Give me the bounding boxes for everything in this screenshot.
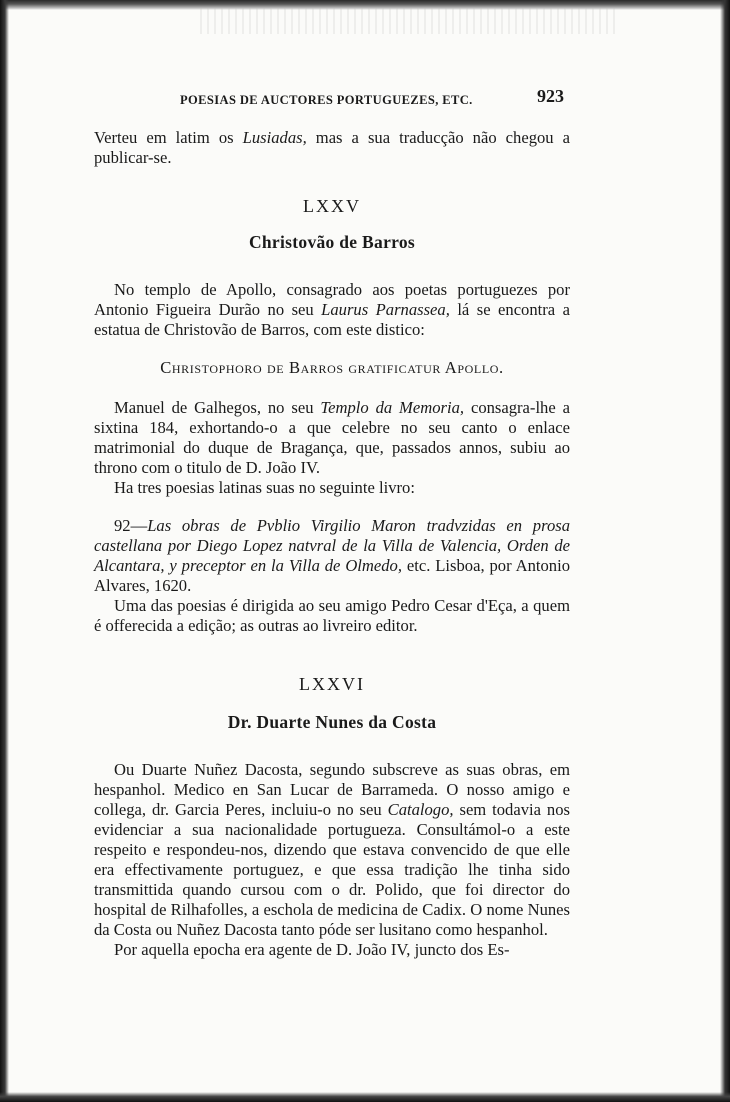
paragraph: Ha tres poesias latinas suas no seguinte livro: — [114, 478, 415, 497]
scan-noise — [200, 8, 620, 34]
paragraph-italic: Laurus Parnassea, — [321, 300, 450, 319]
section-title: Christovão de Barros — [248, 232, 416, 252]
scan-border-top — [0, 0, 730, 10]
distich: Christophoro de Barros gratificatur Apollo. — [160, 358, 504, 377]
scan-border-right — [720, 0, 730, 1102]
bibliography-entry — [94, 516, 570, 596]
running-head — [94, 84, 570, 112]
paragraph — [94, 760, 570, 940]
intro-italic: Lusiadas, — [242, 128, 307, 147]
section-number: LXXVI — [299, 674, 365, 694]
paragraph-text: Manuel de Galhegos, no seu — [114, 398, 321, 417]
paragraph: Uma das poesias é dirigida ao seu amigo Pedro Cesar d'Eça, a quem é offerecida a edição; as outras ao livreiro editor. — [94, 596, 570, 635]
intro-text: Verteu em latim os — [94, 128, 243, 147]
page-number: 923 — [537, 86, 564, 106]
entry-number: 92— — [114, 516, 148, 535]
paragraph-text-rest: consagra-lhe a sixtina 184, exhortando-o a que celebre no seu canto o enlace matrimonial do duque de Bragança, que, passados annos, subiu ao throno com o titulo de D. João IV. — [94, 398, 570, 477]
entry-title: Las obras de Pvblio Virgilio Maron tradvzidas en prosa castellana por Diego Lopez natvral de la Villa de Valencia, Orden de Alcantara, y preceptor en la Villa de Olmedo, — [94, 516, 570, 575]
page-body — [94, 84, 570, 960]
scan-border-left — [0, 0, 9, 1102]
paragraph-text: No templo de Apollo, consagrado aos poetas portuguezes por Antonio Figueira Durão no seu — [94, 280, 570, 319]
paragraph-text: Ou Duarte Nuñez Dacosta, segundo subscreve as suas obras, em hespanhol. Medico en San Lucar de Barrameda. O nosso amigo e collega, dr. Garcia Peres, incluiu-o no seu — [94, 760, 570, 819]
paragraph-italic: Catalogo, — [387, 800, 454, 819]
section-title: Dr. Duarte Nunes da Costa — [227, 712, 437, 732]
section-number: LXXV — [303, 196, 361, 216]
running-head-title: POESIAS DE AUCTORES PORTUGUEZES, ETC. — [180, 93, 473, 107]
paragraph — [94, 280, 570, 340]
paragraph — [94, 398, 570, 478]
paragraph-italic: Templo da Memoria, — [320, 398, 465, 417]
intro-paragraph — [94, 128, 570, 168]
paragraph: Por aquella epocha era agente de D. João IV, juncto dos Es- — [114, 940, 510, 959]
entry-imprint: etc. Lisboa, por Antonio Alvares, 1620. — [94, 556, 570, 595]
intro-text-rest: mas a sua traducção não chegou a publicar-se. — [94, 128, 571, 167]
scan-border-bottom — [0, 1092, 730, 1102]
paragraph-text-rest: sem todavia nos evidenciar a sua nacionalidade portugueza. Consultámol-o a este respeito e respondeu-nos, dizendo que estava convencido de que elle era effectivamente portuguez, e que essa tradição lhe tinha sido transmittida quando cursou com o dr. Polido, que foi director do hospital de Rilhafolles, a eschola de medicina de Cadix. O nome Nunes da Costa ou Nuñez Dacosta tanto póde ser lusitano como hespanhol. — [94, 800, 570, 939]
paragraph-text-rest: lá se encontra a estatua de Christovão de Barros, com este distico: — [94, 300, 570, 339]
